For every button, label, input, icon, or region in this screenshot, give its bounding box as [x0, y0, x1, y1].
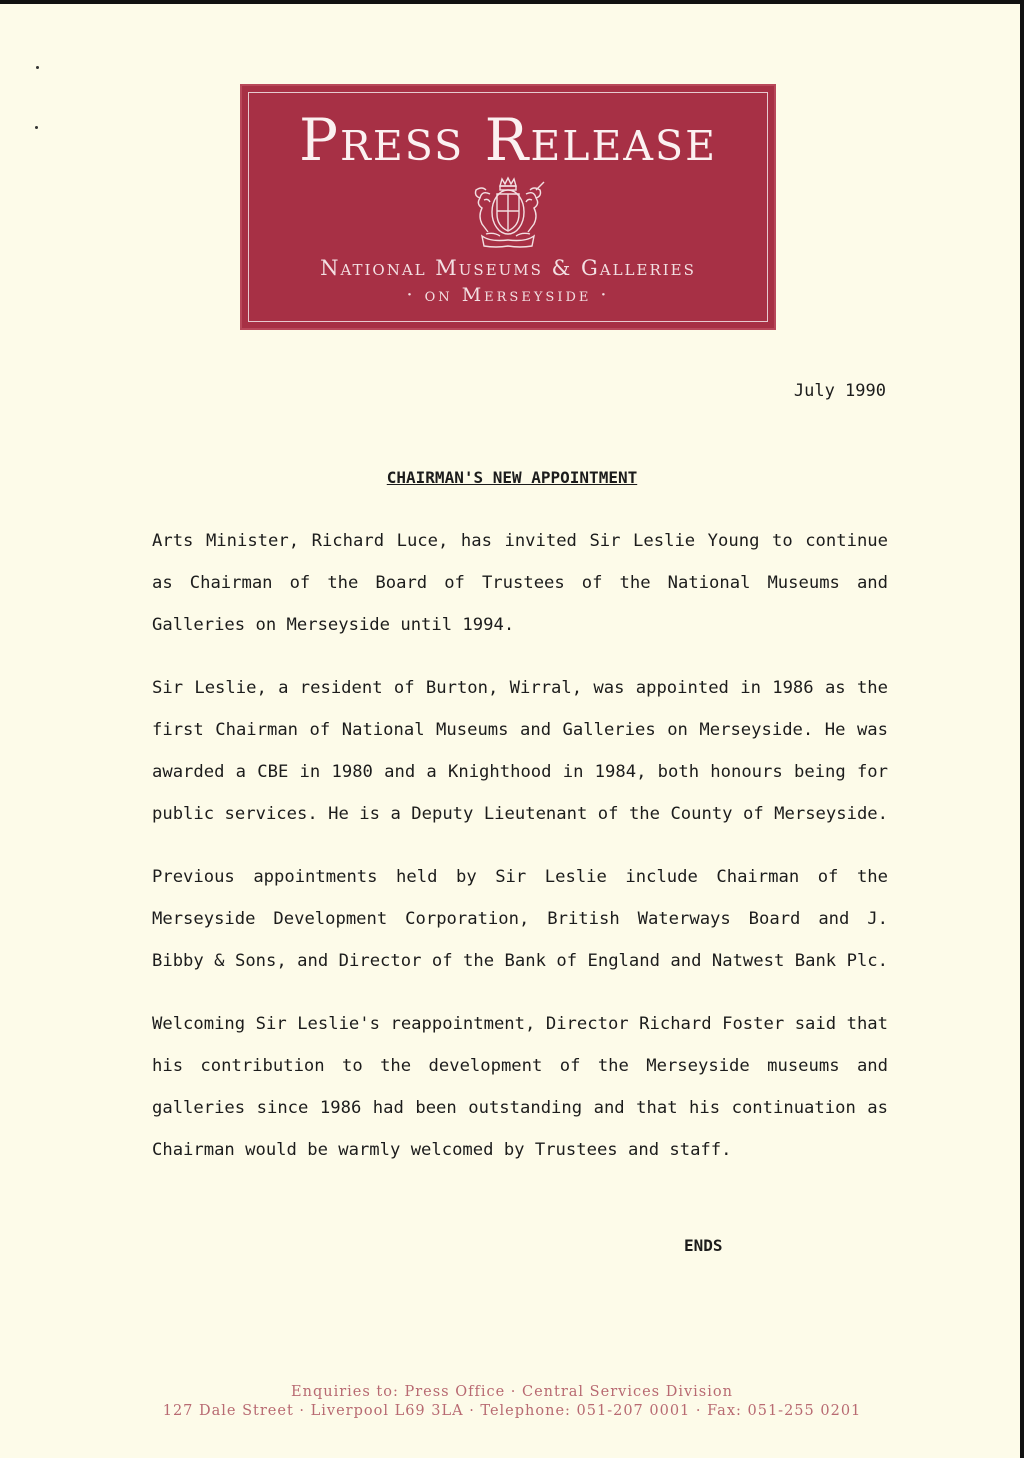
organisation-location: · on Merseyside · [406, 284, 610, 306]
text-line: Chairman would be warmly welcomed by Trustees and staff. [152, 1140, 732, 1160]
body-text [152, 520, 888, 1192]
text-line: awarded a CBE in 1980 and a Knighthood in 1984, both honours being for [152, 762, 888, 782]
paragraph [152, 856, 888, 982]
text-line: Welcoming Sir Leslie's reappointment, Director Richard Foster said that [152, 1014, 888, 1034]
text-line: public services. He is a Deputy Lieutenant of the County of Merseyside. [152, 804, 888, 824]
text-line: galleries since 1986 had been outstanding and that his continuation as [152, 1098, 888, 1118]
footer-contact [0, 1383, 1024, 1421]
text-line: Bibby & Sons, and Director of the Bank of England and Natwest Bank Plc. [152, 951, 888, 971]
text-line: as Chairman of the Board of Trustees of the National Museums and [152, 573, 888, 593]
release-date: July 1990 [793, 381, 886, 401]
scan-speck [36, 66, 39, 69]
footer-address: 127 Dale Street · Liverpool L69 3LA · Telephone: 051-207 0001 · Fax: 051-255 0201 [162, 1403, 862, 1419]
paragraph [152, 1003, 888, 1171]
press-release-header [240, 84, 776, 330]
press-release-title: Press Release [298, 106, 718, 174]
ends-marker: ENDS [684, 1236, 723, 1255]
paragraph [152, 667, 888, 835]
scan-edge-right [1020, 0, 1024, 1458]
text-line: Galleries on Merseyside until 1994. [152, 615, 515, 635]
text-line: first Chairman of National Museums and Galleries on Merseyside. He was [152, 720, 888, 740]
royal-coat-of-arms-icon [460, 176, 556, 250]
text-line: his contribution to the development of the Merseyside museums and [152, 1056, 888, 1076]
text-line: Arts Minister, Richard Luce, has invited Sir Leslie Young to continue [152, 531, 888, 551]
paragraph [152, 520, 888, 646]
organisation-name: National Museums & Galleries [320, 256, 696, 280]
text-line: Merseyside Development Corporation, British Waterways Board and J. [152, 909, 888, 929]
scan-speck [35, 126, 38, 129]
scan-edge-top [0, 0, 1024, 4]
text-line: Sir Leslie, a resident of Burton, Wirral, was appointed in 1986 as the [152, 678, 888, 698]
footer-enquiries: Enquiries to: Press Office · Central Services Division [291, 1384, 733, 1400]
text-line: Previous appointments held by Sir Leslie include Chairman of the [152, 867, 888, 887]
headline: CHAIRMAN'S NEW APPOINTMENT [386, 468, 638, 487]
